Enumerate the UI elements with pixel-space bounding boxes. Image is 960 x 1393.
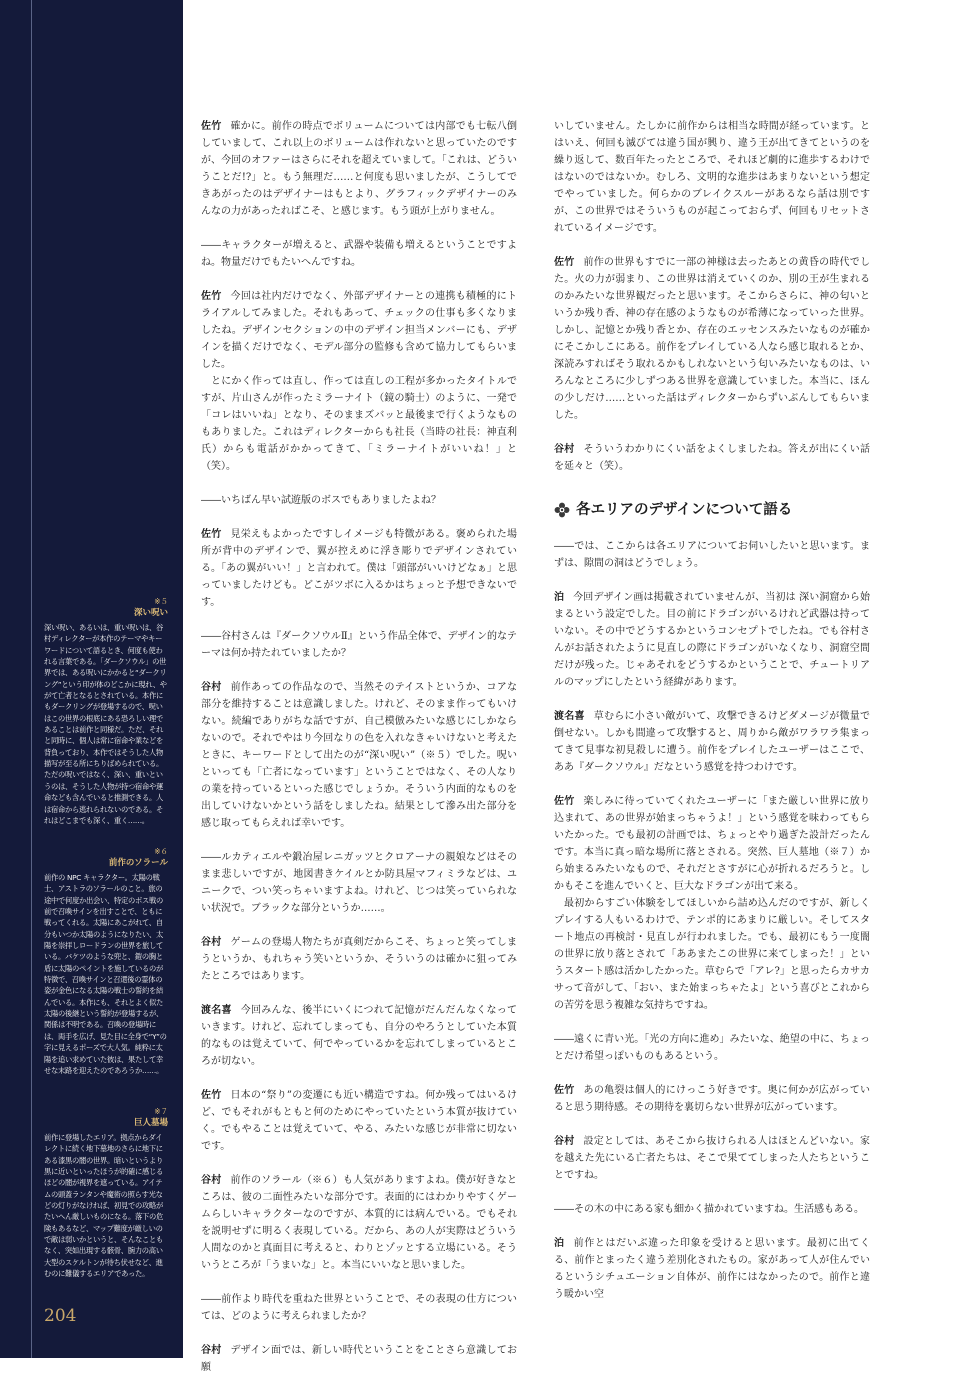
- page-number: 204: [44, 1306, 77, 1326]
- speaker-name: 佐竹: [201, 1090, 222, 1101]
- speaker-name: 佐竹: [554, 1085, 575, 1096]
- speaker-name: 谷村: [554, 1136, 575, 1147]
- footnote-number: ※５: [154, 597, 168, 606]
- flower-ornament-icon: [554, 502, 570, 518]
- interview-answer: [554, 254, 870, 424]
- interview-answer: [554, 708, 870, 776]
- paragraph-text: 日本の“祭り”の変遷にも近い構造ですね。何か残ってはいるけど、でもそれがもともと何のためにやっていたという本質が抜けていく。でもやることは覚えていて、やる、みたいな感じが非常に切ないです。: [201, 1090, 517, 1152]
- interview-question: [201, 849, 517, 917]
- interview-answer: [201, 1172, 517, 1274]
- paragraph-text: ――キャラクターが増えると、武器や装備も増えるということですよね。物量だけでもたいへんですね。: [201, 240, 517, 268]
- footnote-body: 前作の NPC キャラクター。太陽の戦士、アストラのソラールのこと。旅の途中で何度か出会い、特定のボス戦の前で召喚サインを出すことで、ともに戦ってくれる。太陽にあこがれて、自分もいつか太陽のようになりたい、太陽を崇拝しロードランの世界を旅している。バケツのような兜と、鎧の胸と盾に太陽のペイントを施しているのが特徴で、召喚サインと召還後の霊体の姿が金色になる太陽の戦士の誓約を結んでいる。本作にも、それとよく似た太陽の後継という誓約が登場するが、関係は不明である。召喚の登場時には、両手を広げ、見た目に全身で“Y”の字に見えるポーズで大人気。純粋に太陽を追い求めていた彼は、果たして幸せな末路を迎えたのであろうか……。: [44, 873, 167, 1075]
- speaker-name: 佐竹: [201, 121, 222, 132]
- interview-answer: [554, 1133, 870, 1184]
- footnote-5: [44, 596, 168, 826]
- paragraph-text: 最初からすごい体験をしてほしいから詰め込んだのですが、新しくプレイする人もいるわけで、テンポ的にあまりに厳しい。そしてスタート地点の再検討・見直しが行われました。でも、最初にもう一度闇の世界に放り落とされて「ああまたこの世界に来てしまった！」というスタート感は活かしたかった。草むらで「アレ?」と思ったらカサカサって音がして、「おい、また始まっちゃたよ」という喜びとこれからの苦労を思う複雑な気持ちですね。: [554, 898, 870, 1011]
- speaker-name: 佐竹: [554, 796, 575, 807]
- speaker-name: 谷村: [201, 1345, 222, 1356]
- interview-answer: [201, 118, 517, 220]
- paragraph-text: 今回デザイン画は掲載されていませんが、当初は 深い洞窟から始まるという設定でした。目の前にドラゴンがいるけれど武器は持っていない。その中でどうするかというコンセプトでしたね。でも谷村さんがお話されたように見直しの際にドラゴンがいなくなり、洞窟空間だけが残った。じゃあそれをどうするかということで、チュートリアルのマップにしたという経緯があります。: [554, 592, 870, 688]
- interview-question: [554, 1031, 870, 1065]
- interview-answer: [201, 1002, 517, 1070]
- paragraph-text: ――谷村さんは『ダークソウルⅡ』という作品全体で、デザイン的なテーマは何か持たれていましたか？: [201, 631, 517, 659]
- interview-question: [554, 1201, 870, 1218]
- speaker-name: 谷村: [201, 1175, 222, 1186]
- footnote-body: 深い呪い、あるいは、重い呪いは、谷村ディレクターが本作のテーマやキーワードについて語るとき、何度も使われる言葉である。「ダークソウル」の世界では、ある呪いにかかると“ダークリング”という印が体のどこかに現れ、やがて亡者となるとされている。本作にもダークリングが登場するので、呪いはこの世界の根底にある恐ろしい理であることは前作と同様だ。ただ、それと同時に、個人は常に宿命や業などを背負っており、本作ではそうした人物描写が至る所にちりばめられている。ただの呪いではなく、深い、重いというのは、そうした人物が持つ宿命や運命なども含んでいると推測できる。人は宿命から逃れられないのである。それはどこまでも深く、重く……。: [44, 623, 167, 825]
- speaker-name: 谷村: [554, 444, 575, 455]
- paragraph-text: 設定としては、あそこから抜けられる人はほとんどいない。家を越えた先にいる亡者たちは、そこで果ててしまった人たちということですね。: [554, 1136, 871, 1181]
- paragraph-text: そういうわかりにくい話をよくしましたね。答えが出にくい話を延々と（笑）。: [554, 444, 871, 472]
- footnote-7: [44, 1106, 168, 1279]
- article-column-right: [554, 118, 870, 1320]
- footnote-title: 前作のソラール: [108, 858, 168, 868]
- footnote-title: 深い呪い: [133, 608, 168, 618]
- paragraph-text: いしていません。たしかに前作からは相当な時間が経っています。とはいえ、何回も滅びては違う国が興り、違う王が出てきてというのを繰り返して、数百年たったところで、それほど劇的に進歩するわけではないのではないか。むしろ、文明的な進歩はあまりないという想定でやっていました。何らかのブレイクスルーがあるなら話は別ですが、この世界ではそういうものが起こっておらず、何回もリセットされているイメージです。: [554, 121, 870, 234]
- paragraph-text: ――遠くに青い光。「光の方向に進め」みたいな、絶望の中に、ちょっとだけ希望っぽいものもあるという。: [554, 1034, 870, 1062]
- paragraph-text: ――ルカティエルや鍛冶屋レニガッツとクロアーナの親娘などはそのまま悲しいですが、地図書きケイルとか防具屋マフィミラなどは、ユニークで、つい笑っちゃいますよね。けれど、じつは笑っていられない状況で。ブラックな部分というか……。: [201, 852, 517, 914]
- interview-answer: [201, 526, 517, 611]
- right-column-bottom: [554, 538, 870, 1303]
- right-column-top: [554, 118, 870, 475]
- interview-answer: [554, 441, 870, 475]
- interview-question: [554, 538, 870, 572]
- interview-answer: [201, 1342, 517, 1376]
- interview-question: [554, 118, 870, 237]
- footnote-6: [44, 846, 168, 1076]
- interview-question: [201, 237, 517, 271]
- speaker-name: 渡名喜: [201, 1005, 232, 1016]
- paragraph-text: ――いちばん早い試遊版のボスでもありましたよね？: [201, 495, 441, 506]
- paragraph-text: 今回は社内だけでなく、外部デザイナーとの連携も積極的にトライアルしてみました。それもあって、チェックの仕事も多くなりましたね。デザインセクションの中のデザイン担当メンバーにも、デザインを描くだけでなく、モデル部分の監修も含めて協力してもらいました。: [201, 291, 517, 370]
- paragraph-text: とにかく作っては直し、作っては直しの工程が多かったタイトルですが、片山さんが作ったミラーナイト（鏡の騎士）のように、一発で「コレはいいね」となり、そのままズバッと最後まで行くようなものもありました。これはディレクターからも社長（当時の社長：神直利氏）からも電話がかかってきて、「ミラーナイトがいいね！」と（笑）。: [201, 376, 517, 472]
- interview-question: [201, 492, 517, 509]
- paragraph-text: 確かに。前作の時点でボリュームについては内部でも七転八倒していまして、これ以上のボリュームは作れないと思っていたのですが、今回のオファーはさらにそれを超えていまして。「これは、どういうことだ!?」と。もう無理だ……と何度も思いましたが、こうしてできあがったのはデザイナーはもとより、グラフィックデザイナーのみんなの力があったればこそ、と感じます。もう頭が上がりません。: [201, 121, 518, 217]
- footnote-number: ※６: [154, 847, 168, 856]
- paragraph-text: ――では、ここからは各エリアについてお伺いしたいと思います。まずは、隙間の洞はどうでしょう。: [554, 541, 870, 569]
- footnote-number: ※７: [154, 1107, 168, 1116]
- interview-answer: [554, 1082, 870, 1116]
- speaker-name: 泊: [554, 1238, 565, 1249]
- speaker-name: 佐竹: [201, 291, 222, 302]
- paragraph-text: 楽しみに待っていてくれたユーザーに「また厳しい世界に放り込まれて、あの世界が始まっちゃうよ！」という感覚を味わってもらいたかった。でも最初の計画では、ちょっとやり過ぎた設計だったんです。本当に真っ暗な場所に落とされる。突然、巨人墓地（※７）から始まるみたいなもので、それだとさすがに心が折れるだろうと。しかもそこを進んでいくと、巨大なドラゴンが出て来る。: [554, 796, 871, 892]
- paragraph-text: 今回みんな、後半にいくにつれて記憶がだんだんなくなっていきます。けれど、忘れてしまっても、自分のやろうとしていた本質的なものは覚えていて、何でやっているかを忘れてしまっているところが切ない。: [201, 1005, 517, 1067]
- article-column-left: [201, 118, 517, 1393]
- paragraph-text: 前作のソラール（※６）も人気がありますよね。僕が好きなところは、彼の二面性みたいな部分です。表面的にはわかりやすくゲームらしいキャラクターなのですが、本質的には病んでいる。でもそれを説明せずに明るく表現している。だから、あの人が実際はどういう人間なのかと真面目に考えると、わりとゾッとする立場にいる。そういうところが「うまいな」と。本当にいいなと思いました。: [201, 1175, 517, 1271]
- speaker-name: 谷村: [201, 682, 222, 693]
- sidebar-divider: [31, 0, 32, 1358]
- paragraph-text: ――その木の中にある家も細かく描かれていますね。生活感もある。: [554, 1204, 864, 1215]
- paragraph-text: デザイン面では、新しい時代ということをことさら意識してお願: [201, 1345, 517, 1373]
- footnote-title: 巨人墓場: [133, 1118, 168, 1128]
- interview-answer: [201, 288, 517, 475]
- paragraph-text: 見栄えもよかったですしイメージも特徴がある。褒められた場所が背中のデザインで、翼が控えめに浮き彫りでデザインされている。「あの翼がいい！」と言われて。僕は「頭部がいいけどなぁ」と思っていましたけども。どこがツボに入るかはちょっと予想できないです。: [201, 529, 518, 608]
- interview-answer: [554, 1235, 870, 1303]
- paragraph-text: あの亀裂は個人的にけっこう好きです。奥に何かが広がっていると思う期待感。その期待を裏切らない世界が広がっています。: [554, 1085, 871, 1113]
- paragraph-text: ゲームの登場人物たちが真剣だからこそ、ちょっと笑ってしまうというか、もれちゃう笑いというか、そういうのは確かに狙ってみたところではあります。: [201, 937, 517, 982]
- interview-answer: [201, 679, 517, 832]
- interview-answer: [201, 1087, 517, 1155]
- sidebar-notes-panel: [0, 0, 183, 1358]
- paragraph-text: 前作とはだいぶ違った印象を受けると思います。最初に出てくる、前作とまったく違う差別化されたもの。家があって人が住んでいるというシチュエーション自体が、前作にはなかったので。前作と違う暖かい空: [554, 1238, 871, 1300]
- speaker-name: 泊: [554, 592, 565, 603]
- interview-question: [201, 628, 517, 662]
- speaker-name: 佐竹: [201, 529, 222, 540]
- paragraph-text: 前作あっての作品なので、当然そのテイストというか、コアな部分を維持することは意識しました。けれど、そのまま作ってもいけない。続編でありがちな話ですが、自己模倣みたいな感じにしかならないので。それでやはり今回なりの色を入れなきゃいけないと考えたときに、キーワードとして出たのが“深い呪い”（※５）でした。呪いといっても「亡者になっています」ということではなく、その人なりの業を持っているといった感じでしょうか。そういう内面的なものを出していけないかという話をしましたね。結果として滲み出た部分を感じ取ってもらえれば幸いです。: [201, 682, 517, 829]
- interview-answer: [554, 793, 870, 1014]
- interview-answer: [554, 589, 870, 691]
- paragraph-text: 草むらに小さい敵がいて、攻撃できるけどダメージが微量で倒せない。しかも間違って攻撃すると、周りから敵がワラワラ集まってきて見事な初見殺しに遭う。前作をプレイしたユーザーはここで、ああ『ダークソウル』だなという感覚を持つわけです。: [554, 711, 870, 773]
- paragraph-text: ――前作より時代を重ねた世界ということで、その表現の仕方については、どのように考えられましたか？: [201, 1294, 517, 1322]
- footnote-body: 前作に登場したエリア。拠点からダイレクトに続く地下墓地のさらに地下にある漆黒の闇の世界。暗いというより黒に近いといったほうが的確に感じるほどの闇が視界を遮っている。アイテムの頭蓋ランタンや魔術の照らす光などの灯りがなければ、初見での攻略がたいへん厳しいものになる。落下の危険もあるなど、マップ難度が厳しいので敵は弱いかというと、そんなこともなく、突如出現する骸骨、腕力の高い大型のスケルトンが待ち伏せなど、進むのに難儀するエリアであった。: [44, 1133, 163, 1279]
- speaker-name: 渡名喜: [554, 711, 585, 722]
- speaker-name: 谷村: [201, 937, 222, 948]
- interview-answer: [201, 934, 517, 985]
- paragraph-text: 前作の世界もすでに一部の神様は去ったあとの黄昏の時代でした。火の力が弱まり、この世界は消えていくのか、別の王が生まれるのかみたいな世界観だったと思います。そこからさらに、神の匂いというか残り香、神の存在感のようなものが希薄になっていった世界。しかし、記憶とか残り香とか、存在のエッセンスみたいなものが確かにそこかしこにある。前作をプレイしている人なら感じ取れるとか、深読みすればそう取れるかもしれないという匂いみたいなものは、いろんなところに少しずつある世界を意識していました。本当に、ほんの少しだけ……といった話はディレクターからずいぶんしてもらいました。: [554, 257, 870, 421]
- section-heading: [554, 499, 870, 521]
- section-heading-text: 各エリアのデザインについて語る: [576, 502, 793, 518]
- speaker-name: 佐竹: [554, 257, 575, 268]
- interview-question: [201, 1291, 517, 1325]
